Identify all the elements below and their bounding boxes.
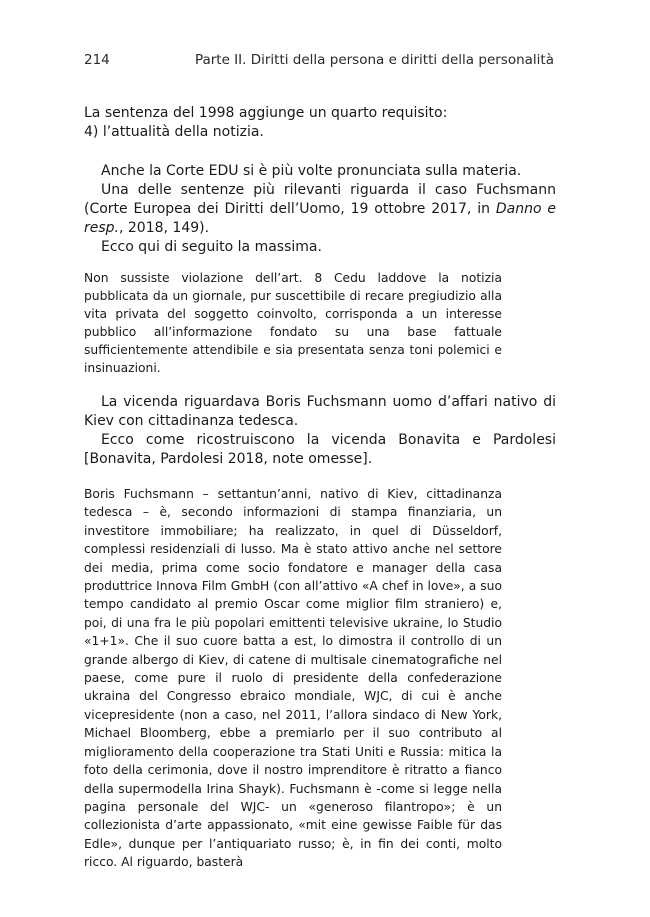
page-number: 214	[84, 52, 110, 68]
running-title: Parte II. Diritti della persona e diritti della personalità	[194, 52, 554, 68]
journal-title: Danno e resp.	[84, 201, 557, 236]
body-line-1: La sentenza del 1998 aggiunge un quarto requisito:	[84, 105, 448, 121]
block-quote-bonavita: Boris Fuchsmann – settantun’anni, nativo di Kiev, cittadinanza tedesca – è, secondo informazioni di stampa finanziaria, un investitore immobiliare; ha realizzato, in quel di Düsseldorf, complessi residenziali di lusso. Ma è stato attivo anche nel settore dei media, prima come socio fondatore e manager della casa produttrice Innova Film GmbH (con all’attivo «A chef in love», a suo tempo candidato al premio Oscar come miglior film straniero) e, poi, di una fra le più popolari emittenti televisive ukraine, lo Studio «1+1». Che il suo cuore batta a est, lo dimostra il controllo di un grande albergo di Kiev, di catene di multisale cinematografiche nel paese, come pure il ruolo di presidente della confederazione ukraina del Congresso ebraico mondiale, WJC, di cui è anche vicepresidente (non a caso, nel 2011, l’allora sindaco di New York, Michael Bloomberg, ebbe a premiarlo per il suo contributo al miglioramento della cooperazione tra Stati Uniti e Russia: mitica la foto della cerimonia, dove il nostro imprenditore è ritratto a fianco della supermodella Irina Shayk). Fuchsmann è -come si legge nella pagina personale del WJC- un «generoso filantropo»; è un collezionista d’arte appassionato, «mit eine gewisse Faible für das Edle», dunque per l’antiquariato russo; è, in fin dei conti, molto ricco. Al riguardo, basterà	[84, 487, 502, 870]
paragraph-3: Ecco qui di seguito la massima.	[101, 239, 322, 255]
paragraph-2: Una delle sentenze più rilevanti riguarda il caso Fuchsmann (Corte Europea dei Diritti dell’Uomo, 19 ottobre 2017, in Danno e resp., 2018, 149).	[84, 182, 557, 236]
page-body	[84, 104, 556, 872]
paragraph-4: La vicenda riguardava Boris Fuchsmann uomo d’affari nativo di Kiev con cittadinanza tedesca.	[84, 394, 556, 429]
block-quote-massima: Non sussiste violazione dell’art. 8 Cedu laddove la notizia pubblicata da un giornale, pur suscettibile di recare pregiudizio alla vita privata del soggetto coinvolto, corrisponda a un interesse pubblico all’informazione fondato su una base fattuale sufficientemente attendibile e sia presentata senza toni polemici e insinuazioni.	[84, 271, 502, 375]
paragraph-5: Ecco come ricostruiscono la vicenda Bonavita e Pardolesi [Bonavita, Pardolesi 2018, note omesse].	[84, 432, 556, 467]
body-line-2: 4) l’attualità della notizia.	[84, 124, 264, 140]
paragraph-1: Anche la Corte EDU si è più volte pronunciata sulla materia.	[101, 163, 522, 179]
